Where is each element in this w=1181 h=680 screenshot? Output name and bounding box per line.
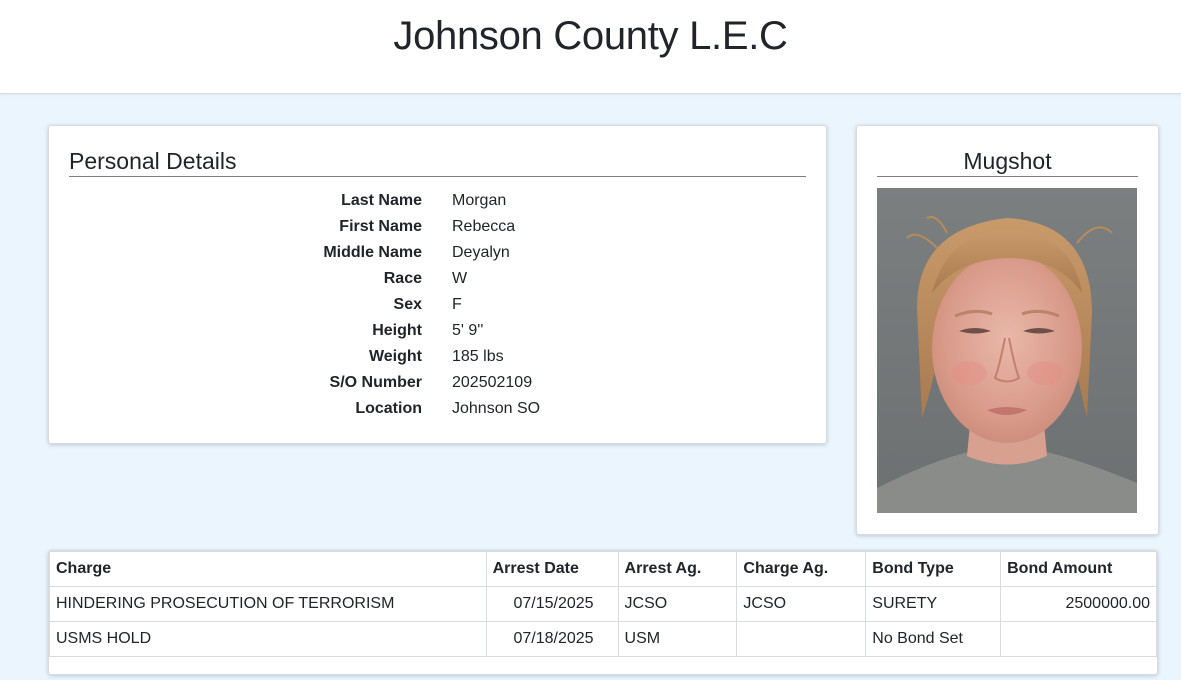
bond-amount-cell: 2500000.00 <box>1001 587 1157 622</box>
column-header-bond-amount: Bond Amount <box>1001 552 1157 587</box>
detail-row-weight <box>49 344 826 370</box>
detail-value: W <box>452 270 468 287</box>
detail-label: Last Name <box>341 192 422 209</box>
bond-type-cell: SURETY <box>866 587 1001 622</box>
column-header-arrest-ag: Arrest Ag. <box>618 552 737 587</box>
detail-label: Race <box>383 270 422 287</box>
column-header-charge: Charge <box>50 552 487 587</box>
column-header-charge-ag: Charge Ag. <box>737 552 866 587</box>
detail-row-so-number <box>49 370 826 396</box>
bond-amount-cell <box>1001 622 1157 657</box>
detail-row-sex <box>49 292 826 318</box>
detail-value: 202502109 <box>452 374 533 391</box>
detail-value: Rebecca <box>452 218 516 235</box>
charge-cell: HINDERING PROSECUTION OF TERRORISM <box>50 587 487 622</box>
table-header-row <box>50 552 1157 587</box>
table-row <box>50 587 1157 622</box>
personal-details-heading: Personal Details <box>69 147 806 177</box>
detail-row-middle-name <box>49 240 826 266</box>
arrest-ag-cell: USM <box>618 622 737 657</box>
detail-label: Height <box>372 322 422 339</box>
detail-label: Weight <box>368 348 422 365</box>
detail-value: Morgan <box>452 192 507 209</box>
mugshot-photo <box>877 188 1137 513</box>
charge-cell: USMS HOLD <box>50 622 487 657</box>
detail-value: F <box>452 296 462 313</box>
detail-row-location <box>49 396 826 422</box>
charge-ag-cell: JCSO <box>737 587 866 622</box>
detail-value: 185 lbs <box>452 348 504 365</box>
table-row <box>50 622 1157 657</box>
page-title: Johnson County L.E.C <box>393 14 788 58</box>
detail-label: Middle Name <box>323 244 422 261</box>
detail-value: 5' 9'' <box>452 322 484 339</box>
detail-row-first-name <box>49 214 826 240</box>
personal-details-card <box>48 125 827 444</box>
detail-value: Deyalyn <box>452 244 510 261</box>
mugshot-card <box>856 125 1159 535</box>
detail-label: First Name <box>339 218 422 235</box>
detail-row-race <box>49 266 826 292</box>
detail-value: Johnson SO <box>452 400 541 417</box>
detail-row-last-name <box>49 188 826 214</box>
charges-table <box>48 550 1158 675</box>
arrest-date-cell: 07/15/2025 <box>486 587 618 622</box>
detail-label: S/O Number <box>329 374 422 391</box>
arrest-date-cell: 07/18/2025 <box>486 622 618 657</box>
mugshot-heading: Mugshot <box>877 147 1138 177</box>
column-header-arrest-date: Arrest Date <box>486 552 618 587</box>
charge-ag-cell <box>737 622 866 657</box>
column-header-bond-type: Bond Type <box>866 552 1001 587</box>
detail-label: Location <box>355 400 422 417</box>
detail-label: Sex <box>393 296 422 313</box>
arrest-ag-cell: JCSO <box>618 587 737 622</box>
page-header <box>0 0 1181 94</box>
bond-type-cell: No Bond Set <box>866 622 1001 657</box>
detail-row-height <box>49 318 826 344</box>
